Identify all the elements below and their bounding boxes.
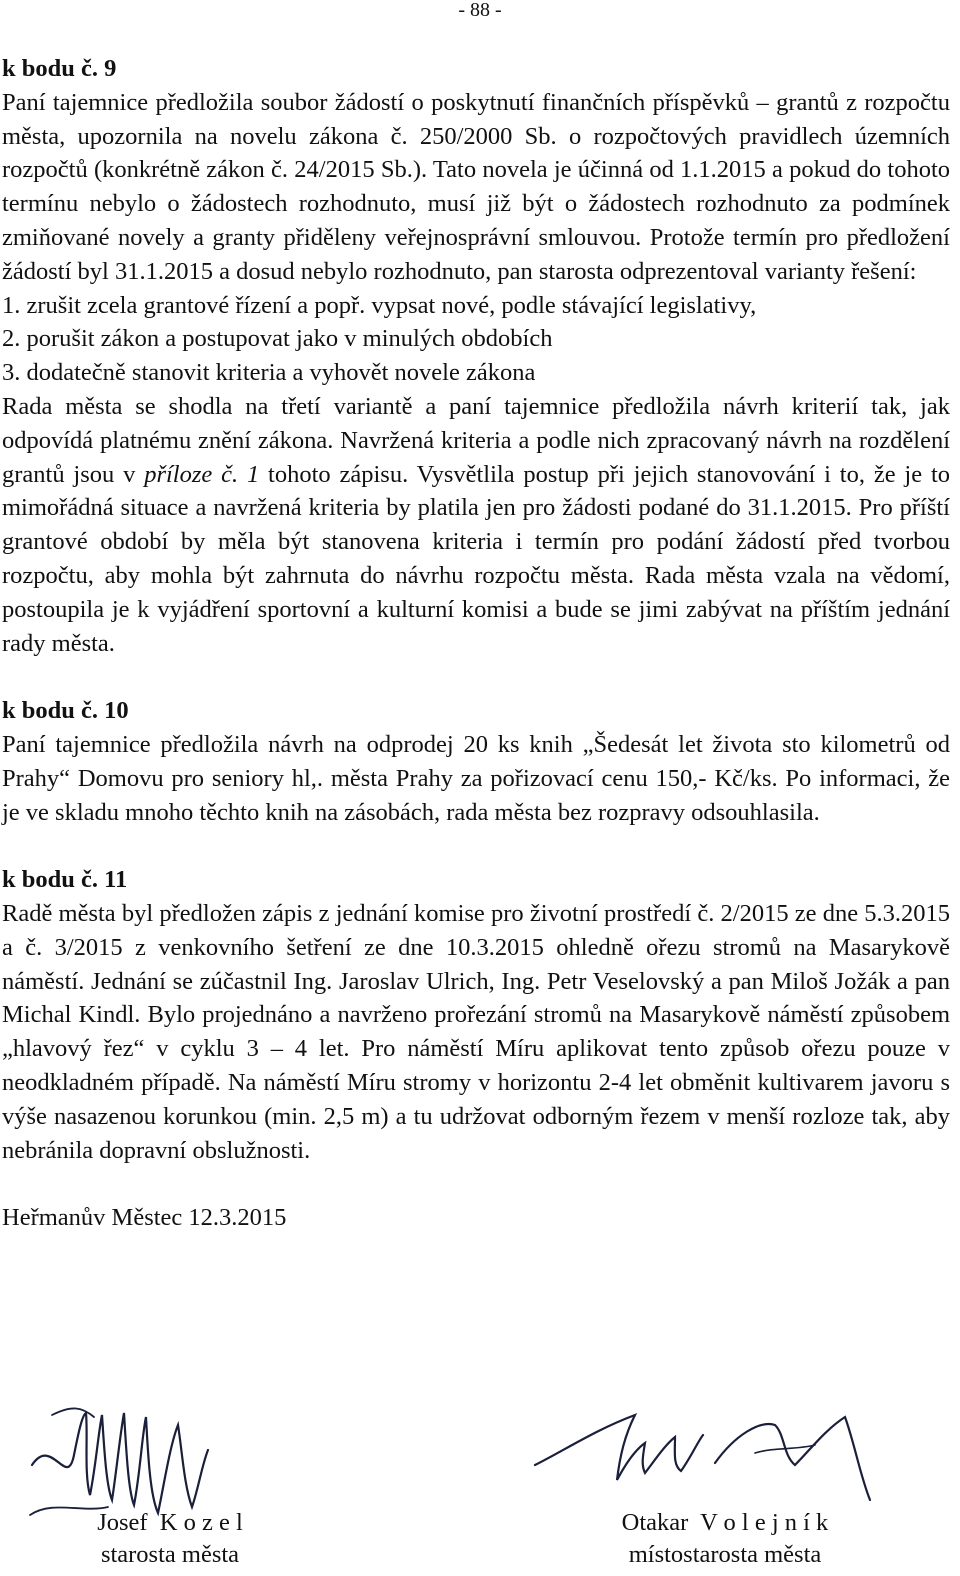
list-item: 2. porušit zákon a postupovat jako v minulých obdobích bbox=[2, 325, 553, 353]
place-and-date: Heřmanův Městec 12.3.2015 bbox=[2, 1204, 287, 1232]
signatory-role: starosta města bbox=[100, 1541, 240, 1568]
signatory-role: místostarosta města bbox=[628, 1541, 822, 1568]
paragraph-text: tohoto zápisu. Vysvětlila postup při jejich stanovování i to, že je to mimořádná situace a navržená kriteria by platila jen pro žádosti podané do 31.1.2015. Pro příští grantové období by měla být stanovena kriteria i termín pro podání žádostí před tvorbou rozpočtu, aby mohla být zahrnuta do návrhu rozpočtu města. Rada města vzala na vědomí, postoupila je k vyjádření sportovní a kulturní komisi a bude se jimi zabývat na příštím jednání rady města. bbox=[2, 460, 950, 657]
list-item: 3. dodatečně stanovit kriteria a vyhovět novele zákona bbox=[2, 359, 536, 387]
paragraph: Radě města byl předložen zápis z jednání komise pro životní prostředí č. 2/2015 ze dne 5.3.2015 a č. 3/2015 z venkovního šetření ze dne 10.3.2015 ohledně ořezu stromů na Masarykově náměstí. Jednání se zúčastnil Ing. Jaroslav Ulrich, Ing. Petr Veselovský a pan Miloš Jožák a pan Michal Kindl. Bylo projednáno a navrženo prořezání stromů na Masarykově náměstí způsobem „hlavový řez“ v cyklu 3 – 4 let. Pro náměstí Míru aplikovat tento způsob ořezu pouze v neodkladném případě. Na náměstí Míru stromy v horizontu 2-4 let obměnit kultivarem javoru s výše nasazenou korunkou (min. 2,5 m) a tu udržovat odborným řezem v menší rozloze tak, aby nebránila dopravní obslužnosti. bbox=[2, 899, 950, 1164]
paragraph: Paní tajemnice předložila soubor žádostí o poskytnutí finančních příspěvků – grantů z rozpočtu města, upozornila na novelu zákona č. 250/2000 Sb. o rozpočtových pravidlech územních rozpočtů (konkrétně zákon č. 24/2015 Sb.). Tato novela je účinná od 1.1.2015 a pokud do tohoto termínu nebylo o žádostech rozhodnuto, musí již být o žádostech rozhodnuto za podmínek zmiňované novely a granty přiděleny veřejnosprávní smlouvou. Protože termín pro předložení žádostí byl 31.1.2015 a dosud nebylo rozhodnuto, pan starosta odprezentoval varianty řešení: bbox=[2, 88, 950, 285]
section-bod-10 bbox=[2, 694, 950, 829]
attachment-reference: příloze č. 1 bbox=[144, 460, 260, 488]
section-bod-11 bbox=[2, 863, 950, 1167]
paragraph: Paní tajemnice předložila návrh na odprodej 20 ks knih „Šedesát let života sto kilometrů od Prahy“ Domovu pro seniory hl,. města Prahy za pořizovací cenu 150,- Kč/ks. Po informaci, že je ve skladu mnoho těchto knih na zásobách, rada města bez rozpravy odsouhlasila. bbox=[2, 730, 950, 826]
section-bod-9 bbox=[2, 52, 950, 660]
spacer bbox=[2, 829, 950, 863]
signatory-name: Otakar V o l e j n í k bbox=[621, 1509, 829, 1536]
section-heading: k bodu č. 9 bbox=[2, 55, 117, 82]
list-item: 1. zrušit zcela grantové řízení a popř. vypsat nové, podle stávající legislativy, bbox=[2, 291, 757, 319]
handwritten-signature-left bbox=[12, 1395, 222, 1525]
section-heading: k bodu č. 10 bbox=[2, 697, 129, 725]
signatory-mistostarosta bbox=[585, 1507, 865, 1571]
section-heading: k bodu č. 11 bbox=[2, 866, 128, 894]
signatory-starosta bbox=[60, 1507, 280, 1571]
handwritten-signature-right bbox=[525, 1395, 885, 1515]
paragraph bbox=[2, 390, 950, 660]
spacer bbox=[2, 1167, 950, 1201]
page-number: - 88 - bbox=[458, 0, 502, 21]
spacer bbox=[2, 660, 950, 694]
signature-area bbox=[0, 1395, 960, 1576]
signatory-name: Josef K o z e l bbox=[97, 1509, 243, 1536]
document-body bbox=[2, 52, 950, 1235]
paragraph-text: Rada města se shodla na třetí variantě a paní tajemnice předložila návrh kriterií tak, jak odpovídá platnému znění zákona. Navržená kriteria a podle nich zpracovaný návrh na rozdělení grantů jsou v bbox=[2, 392, 950, 488]
